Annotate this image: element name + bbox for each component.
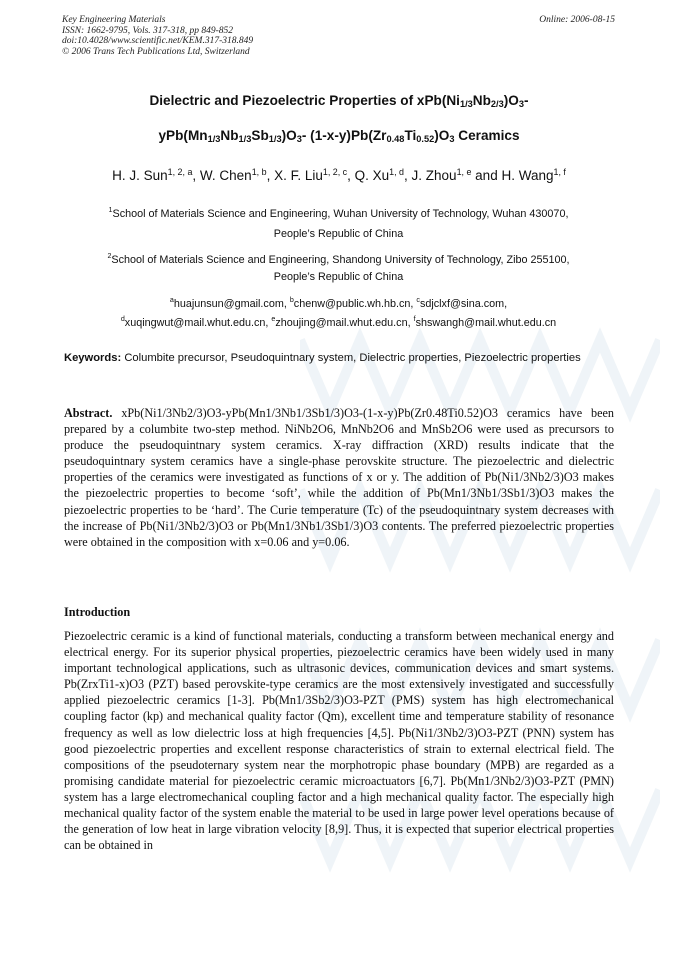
introduction-text: Piezoelectric ceramic is a kind of functional materials, conducting a transform between mechanical energy and electrical energy. For its superior physical properties, piezoelectric ceramics have been widely used in many important technological applications, such as ultrasonic devices, communication devices and smart systems. Pb(ZrxTi1-x)O3 (PZT) based perovskite-type ceramics are the most extensively investigated and successfully applied piezoelectric ceramics [1-3]. Pb(Mn1/3Sb2/3)O3-PZT (PMS) system has high electromechanical coupling factor (kp) and mechanical quality factor (Qm), excellent time and temperature stability of resonance frequency as well as low dielectric loss at high frequencies [4,5]. Pb(Ni1/3Nb2/3)O3-PZT (PNN) system has good piezoelectric properties and excellent response characteristics of strain to external electrical field. The compositions of the pseudoternary system near the morphotropic phase boundary (MPB) are regarded as a promising candidate material for piezoelectric ceramic microactuators [6,7]. Pb(Mn1/3Nb2/3)O3-PZT (PMN) system has a large electromechanical coupling factor and a high mechanical quality factor. The especially high mechanical quality factor of the system enable the material to be used in large power level operations because of the generation of low heat in large vibration velocity [8,9]. Thus, it is expected that superior electrical properties can be obtained in [64, 629, 614, 853]
abstract-text: xPb(Ni1/3Nb2/3)O3-yPb(Mn1/3Nb1/3Sb1/3)O3-(1-x-y)Pb(Zr0.48Ti0.52)O3 ceramics have been prepared by a columbite two-step method. NiNb2O6, MnNb2O6 and MnSb2O6 were used as precursors to produce the pseudoquintnary system ceramics. X-ray diffraction (XRD) results indicate that the pseudoquintnary system ceramics have a single-phase perovskite structure. The piezoelectric and dielectric properties of the ceramics were investigated as functions of x or y. The addition of Pb(Ni1/3Nb2/3)O3 makes the piezoelectric properties to become ‘soft’, while the addition of Pb(Mn1/3Nb1/3Sb1/3)O3 makes the piezoelectric properties to be ‘hard’. The Curie temperature (Tc) of the pseudoquintnary system decreases with the increase of Pb(Ni1/3Nb2/3)O3 or Pb(Mn1/3Nb1/3Sb1/3)O3 contents. The preferred piezoelectric properties were obtained in the composition with x=0.06 and y=0.06. [64, 406, 615, 549]
author-sup: 1, 2, a [167, 167, 193, 177]
affiliation-text: School of Materials Science and Engineering, Shandong University of Technology, Zibo 255100, [111, 254, 570, 266]
author-name: Q. Xu [354, 168, 390, 183]
doi-line: doi:10.4028/www.scientific.net/KEM.317-318.849 [62, 36, 254, 46]
email-link[interactable]: zhoujing@mail.whut.edu.cn, [275, 317, 411, 329]
paper-title-line-1: Dielectric and Piezoelectric Properties of $xPb(Ni_{1/3}Nb_{2/3})O_3-$ [149, 93, 529, 109]
affiliation-2 [62, 252, 615, 286]
journal-name: Key Engineering Materials [62, 15, 166, 25]
author-name: H. J. Sun [112, 168, 168, 183]
author-name: H. Wang [501, 168, 554, 183]
affiliation-1 [62, 204, 615, 244]
author-sup: 1, f [553, 167, 566, 177]
journal-header [62, 15, 253, 57]
affiliation-mark: 1 [108, 206, 113, 214]
issn-line: ISSN: 1662-9795, Vols. 317-318, pp 849-852 [62, 25, 233, 36]
affiliation-mark: 2 [107, 252, 112, 260]
author-sup: 1, d [389, 167, 405, 177]
email-link[interactable]: chenw@public.wh.hb.cn, [293, 298, 414, 310]
keywords-section [64, 349, 614, 367]
affiliation-text: People’s Republic of China [273, 271, 404, 283]
introduction-heading: Introduction [64, 605, 131, 619]
keywords-label: Keywords: [64, 352, 122, 364]
affiliation-text: School of Materials Science and Engineering, Wuhan University of Technology, Wuhan 430070, [112, 208, 569, 220]
affiliation-text: People’s Republic of China [273, 228, 404, 240]
author-sup: 1, 2, c [322, 167, 348, 177]
author-name: X. F. Liu [274, 168, 323, 183]
online-date: Online: 2006-08-15 [539, 15, 615, 25]
abstract-section [64, 405, 614, 550]
keywords-text: Columbite precursor, Pseudoquintnary system, Dielectric properties, Piezoelectric properties [124, 352, 581, 364]
author-name: W. Chen [199, 168, 252, 183]
author-sup: 1, e [456, 167, 472, 177]
author-list: H. J. Sun$^{1, 2, a}$, W. Chen$^{1, b}$, X. F. Liu$^{1, 2, c}$, Q. Xu$^{1, d}$, J. Zhou$^{1, e}$ and H. Wang$^{1, f}$ [112, 167, 566, 183]
email-link[interactable]: huajunsun@gmail.com, [173, 298, 287, 310]
copyright-line: © 2006 Trans Tech Publications Ltd, Switzerland [62, 46, 250, 57]
email-link[interactable]: shswangh@mail.whut.edu.cn [415, 317, 557, 329]
email-link[interactable]: xuqingwut@mail.whut.edu.cn, [124, 317, 269, 329]
abstract-label: Abstract. [64, 406, 113, 420]
author-name: J. Zhou [411, 168, 457, 183]
author-sup: 1, b [251, 167, 267, 177]
paper-title-line-2: $yPb(Mn_{1/3}Nb_{1/3}Sb_{1/3})O_3-$ $(1-x-y)Pb(Zr_{0.48}Ti_{0.52})O_3$ Ceramics [158, 128, 520, 144]
email-list: $^a$huajunsun@gmail.com, $^b$chenw@public.wh.hb.cn, $^c$sdjclxf@sina.com, $^d$xuqingwut@mail.whut.edu.cn, $^e$zhoujing@mail.whut.edu.cn, $^f$shswangh@mail.whut.edu.cn [120, 296, 557, 329]
email-link[interactable]: sdjclxf@sina.com, [419, 298, 508, 310]
